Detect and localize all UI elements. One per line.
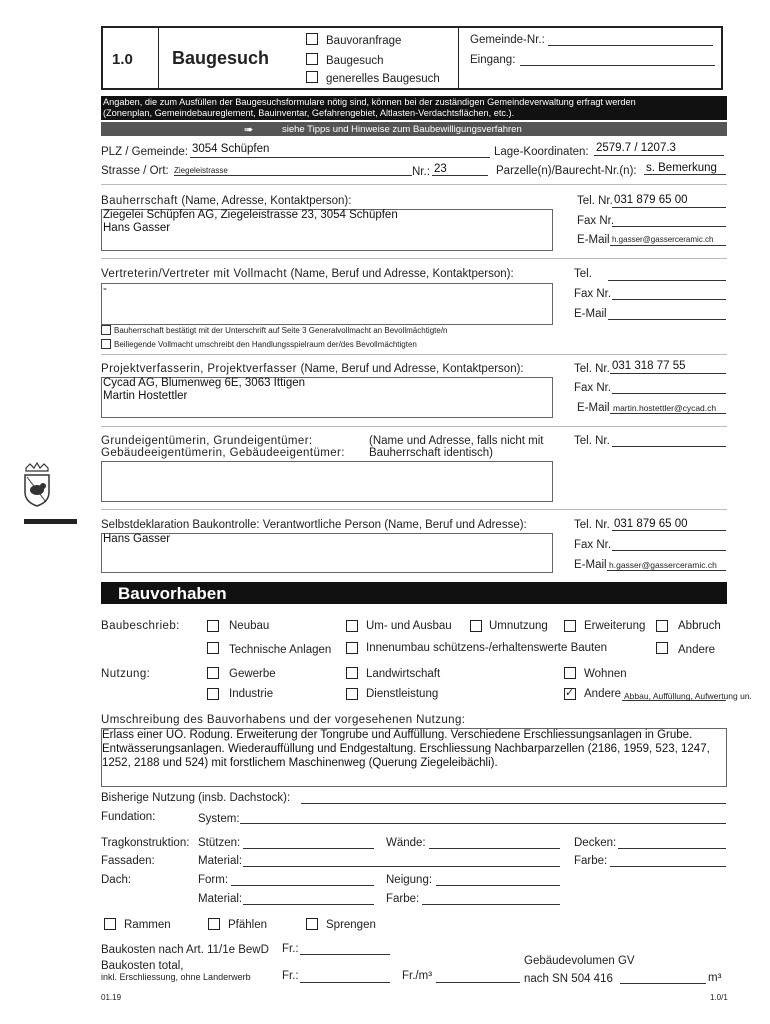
selbst-tel-value: 031 879 65 00 xyxy=(614,518,688,530)
selbst-email-field[interactable] xyxy=(607,570,726,571)
info-line-1: Angaben, die zum Ausfüllen der Baugesuchsformulare nötig sind, können bei der zuständigen Gemeindeverwaltung erfragt werden xyxy=(103,97,636,107)
fr-per-m3-field[interactable] xyxy=(436,982,520,983)
dienstleistung-checkbox[interactable] xyxy=(346,688,358,700)
system-label: System: xyxy=(198,813,240,825)
farbe-label: Farbe: xyxy=(574,855,608,867)
selbst-label: Selbstdeklaration Baukontrolle: Verantwortliche Person (Name, Beruf und Adresse): xyxy=(101,519,527,531)
nr-label: Nr.: xyxy=(412,166,430,178)
bisherige-nutzung-field[interactable] xyxy=(301,803,726,804)
grund-label-3: (Name und Adresse, falls nicht mit xyxy=(369,435,544,447)
dach-material-field[interactable] xyxy=(243,904,374,905)
koordinaten-label: Lage-Koordinaten: xyxy=(494,146,589,158)
footer-date: 01.19 xyxy=(101,993,122,1002)
baubeschrieb-label: Baubeschrieb: xyxy=(101,620,180,632)
info-bar xyxy=(101,96,727,120)
pfaehlen-label: Pfählen xyxy=(228,919,268,931)
divider xyxy=(101,354,727,355)
projekt-email-field[interactable] xyxy=(610,413,726,414)
innenumbau-label: Innenumbau schützens-/erhaltenswerte Bauten xyxy=(366,642,608,654)
andere-baubeschrieb-checkbox[interactable] xyxy=(656,642,668,654)
bauherr-tel-field[interactable] xyxy=(612,207,726,208)
projekt-tel-label: Tel. Nr. xyxy=(574,363,610,375)
checkmark-icon: ✓ xyxy=(565,687,575,699)
projekt-email-label: E-Mail xyxy=(577,402,610,414)
bauherr-email-label: E-Mail xyxy=(577,234,610,246)
grund-tel-field[interactable] xyxy=(612,446,726,447)
bisherige-nutzung-label: Bisherige Nutzung (insb. Dachstock): xyxy=(101,792,291,804)
bauherr-fax-field[interactable] xyxy=(612,226,726,227)
bauherr-email-value: h.gasser@gasserceramic.ch xyxy=(612,235,714,244)
decken-field[interactable] xyxy=(618,848,726,849)
erweiterung-label: Erweiterung xyxy=(584,620,646,632)
selbst-line-1: Hans Gasser xyxy=(103,533,171,545)
technische-anlagen-checkbox[interactable] xyxy=(207,642,219,654)
form-number: 1.0 xyxy=(112,51,133,68)
landwirtschaft-checkbox[interactable] xyxy=(346,667,358,679)
vertreter-email-field[interactable] xyxy=(608,319,726,320)
header-divider-2 xyxy=(458,27,459,89)
vertreter-tel-field[interactable] xyxy=(608,280,726,281)
eingang-field[interactable] xyxy=(520,65,715,66)
vertreter-email-label: E-Mail xyxy=(574,308,607,320)
nr-value: 23 xyxy=(434,163,447,175)
header-divider-1 xyxy=(158,27,159,89)
stuetzen-field[interactable] xyxy=(243,848,374,849)
selbst-email-label: E-Mail xyxy=(574,559,607,571)
gewerbe-checkbox[interactable] xyxy=(207,667,219,679)
gebaeudevolumen-sn-label: nach SN 504 416 xyxy=(524,973,613,985)
bauherr-label: Bauherrschaft (Name, Adresse, Kontaktperson): xyxy=(101,195,352,207)
abbruch-checkbox[interactable] xyxy=(656,620,668,632)
dach-farbe-field[interactable] xyxy=(422,904,560,905)
baukosten-bewd-label: Baukosten nach Art. 11/1e BewD xyxy=(101,944,269,956)
plz-field[interactable] xyxy=(190,157,490,158)
wohnen-checkbox[interactable] xyxy=(564,667,576,679)
eingang-label: Eingang: xyxy=(470,54,516,66)
projekt-fax-field[interactable] xyxy=(612,393,726,394)
baukosten-total-field[interactable] xyxy=(300,982,390,983)
rammen-label: Rammen xyxy=(124,919,171,931)
dienstleistung-label: Dienstleistung xyxy=(366,688,439,700)
umschreibung-line-3: 1252, 2188 und 524) mit forstlichem Maschinenweg (Querung Ziegeleibächli). xyxy=(102,757,498,769)
fassaden-material-label: Material: xyxy=(198,855,243,867)
strasse-field[interactable] xyxy=(174,175,412,176)
info-line-2: (Zonenplan, Gemeindebaureglement, Bauinventar, Gefahrengebiet, Altlasten-Verdachtsflächen, etc.). xyxy=(103,108,515,118)
sprengen-label: Sprengen xyxy=(326,919,376,931)
innenumbau-checkbox[interactable] xyxy=(346,642,358,654)
fassaden-material-field[interactable] xyxy=(243,866,560,867)
umschreibung-line-2: Entwässerungsanlagen. Wiederauffüllung und Endgestaltung. Erschliessung Nachbarparzellen (2186, 1959, 523, 1247, xyxy=(102,743,710,755)
umschreibung-line-1: Erlass einer ÜO. Rodung. Erweiterung der Tongrube und Auffüllung. Verschiedene Erschliessungsanlagen in Grube. xyxy=(102,729,693,741)
bauherr-tel-value: 031 879 65 00 xyxy=(614,194,688,206)
arrow-right-icon: ➠ xyxy=(244,124,254,136)
form-title: Baugesuch xyxy=(172,48,270,68)
grund-tel-label: Tel. Nr. xyxy=(574,435,610,447)
divider xyxy=(101,509,727,510)
parzelle-value: s. Bemerkung xyxy=(646,162,717,174)
andere-nutzung-value: Abbau, Auffüllung, Aufwertung un. xyxy=(624,691,752,701)
dach-label: Dach: xyxy=(101,874,132,886)
baukosten-bewd-field[interactable] xyxy=(300,954,390,955)
erweiterung-checkbox[interactable] xyxy=(564,620,576,632)
waende-field[interactable] xyxy=(429,848,560,849)
gewerbe-label: Gewerbe xyxy=(229,668,276,680)
fundation-label: Fundation: xyxy=(101,811,156,823)
tipps-link[interactable]: siehe Tipps und Hinweise zum Baubewilligungsverfahren xyxy=(282,124,522,135)
stuetzen-label: Stützen: xyxy=(198,837,241,849)
grund-textarea[interactable] xyxy=(101,461,553,502)
fassaden-label: Fassaden: xyxy=(101,855,155,867)
andere-nutzung-checkbox[interactable] xyxy=(564,688,576,700)
m3-label: m³ xyxy=(708,972,722,984)
um-ausbau-checkbox[interactable] xyxy=(346,620,358,632)
andere-baubeschrieb-label: Andere xyxy=(678,644,716,656)
plz-label: PLZ / Gemeinde: xyxy=(101,146,188,158)
industrie-checkbox[interactable] xyxy=(207,688,219,700)
bauherr-email-field[interactable] xyxy=(610,245,726,246)
parzelle-label: Parzelle(n)/Baurecht-Nr.(n): xyxy=(496,165,637,177)
strasse-value: Ziegeleistrasse xyxy=(174,166,228,175)
bauherr-fax-label: Fax Nr. xyxy=(577,215,615,227)
vertreter-line-1: - xyxy=(103,283,107,295)
projekt-line-2: Martin Hostettler xyxy=(103,390,188,402)
generelles-baugesuch-checkbox[interactable] xyxy=(306,71,318,83)
baukosten-total-label: Baukosten total, xyxy=(101,960,184,972)
baugesuch-label: Baugesuch xyxy=(326,55,384,67)
bauherr-line-1: Ziegelei Schüpfen AG, Ziegeleistrasse 23, 3054 Schüpfen xyxy=(103,209,398,221)
bauvoranfrage-label: Bauvoranfrage xyxy=(326,35,402,47)
selbst-tel-field[interactable] xyxy=(612,530,726,531)
grund-label-2: Gebäudeeigentümerin, Gebäudeeigentümer: xyxy=(101,447,345,459)
farbe-field[interactable] xyxy=(610,866,726,867)
decken-label: Decken: xyxy=(574,837,617,849)
vertreter-fax-label: Fax Nr. xyxy=(574,288,612,300)
baukosten-total-sub: inkl. Erschliessung, ohne Landerwerb xyxy=(101,972,251,982)
strasse-label: Strasse / Ort: xyxy=(101,165,169,177)
bauherr-tel-label: Tel. Nr. xyxy=(577,195,613,207)
bauvorhaben-title: Bauvorhaben xyxy=(118,584,227,603)
divider xyxy=(101,184,727,185)
generalvollmacht-label: Bauherrschaft bestätigt mit der Unterschrift auf Seite 3 Generalvollmacht an Bevollmächtigte/n xyxy=(114,326,448,335)
projekt-tel-value: 031 318 77 55 xyxy=(612,360,686,372)
generelles-baugesuch-label: generelles Baugesuch xyxy=(326,73,440,85)
bern-coat-of-arms-logo xyxy=(22,462,52,513)
baukosten-total-fr-label: Fr.: xyxy=(282,970,299,982)
projekt-line-1: Cycad AG, Blumenweg 6E, 3063 Ittigen xyxy=(103,377,306,389)
generalvollmacht-checkbox[interactable] xyxy=(101,325,111,335)
vertreter-fax-field[interactable] xyxy=(612,299,726,300)
umnutzung-checkbox[interactable] xyxy=(470,620,482,632)
koordinaten-field[interactable] xyxy=(594,155,724,156)
selbst-fax-field[interactable] xyxy=(612,550,726,551)
nr-field[interactable] xyxy=(432,175,488,176)
projekt-tel-field[interactable] xyxy=(610,373,726,374)
umnutzung-label: Umnutzung xyxy=(489,620,548,632)
gemeinde-nr-field[interactable] xyxy=(548,45,713,46)
dach-material-label: Material: xyxy=(198,893,243,905)
baukosten-fr-label: Fr.: xyxy=(282,943,299,955)
wohnen-label: Wohnen xyxy=(584,668,627,680)
projekt-email-value: martin.hostettler@cycad.ch xyxy=(613,403,717,413)
projekt-fax-label: Fax Nr. xyxy=(574,382,612,394)
waende-label: Wände: xyxy=(386,837,426,849)
dach-form-field[interactable] xyxy=(231,885,374,886)
grund-label-1: Grundeigentümerin, Grundeigentümer: xyxy=(101,435,313,447)
footer-page: 1.0/1 xyxy=(710,993,728,1002)
tragkonstruktion-label: Tragkonstruktion: xyxy=(101,837,190,849)
projekt-label: Projektverfasserin, Projektverfasser (Name, Beruf und Adresse, Kontaktperson): xyxy=(101,363,524,375)
neigung-label: Neigung: xyxy=(386,874,433,886)
um-ausbau-label: Um- und Ausbau xyxy=(366,620,452,632)
gemeinde-nr-label: Gemeinde-Nr.: xyxy=(470,34,545,46)
andere-nutzung-label: Andere xyxy=(584,688,622,700)
selbst-email-value: h.gasser@gasserceramic.ch xyxy=(609,560,717,570)
rammen-checkbox[interactable] xyxy=(104,918,116,930)
gebaeudevolumen-field[interactable] xyxy=(620,983,706,984)
abbruch-label: Abbruch xyxy=(678,620,721,632)
industrie-label: Industrie xyxy=(229,688,274,700)
plz-value: 3054 Schüpfen xyxy=(192,143,270,155)
fr-per-m3-label: Fr./m³ xyxy=(402,970,433,982)
vertreter-tel-label: Tel. xyxy=(574,268,592,280)
landwirtschaft-label: Landwirtschaft xyxy=(366,668,441,680)
neigung-field[interactable] xyxy=(436,885,560,886)
dach-farbe-label: Farbe: xyxy=(386,893,420,905)
divider xyxy=(101,426,727,427)
selbst-tel-label: Tel. Nr. xyxy=(574,519,610,531)
grund-label-4: Bauherrschaft identisch) xyxy=(369,447,494,459)
margin-bar xyxy=(24,519,77,524)
baugesuch-checkbox[interactable] xyxy=(306,53,318,65)
parzelle-field[interactable] xyxy=(644,174,726,175)
vertreter-label: Vertreterin/Vertreter mit Vollmacht (Name, Beruf und Adresse, Kontaktperson): xyxy=(101,268,514,280)
dach-form-label: Form: xyxy=(198,874,229,886)
vollmacht-label: Beiliegende Vollmacht umschreibt den Handlungsspielraum der/des Bevollmächtigten xyxy=(114,340,417,349)
nutzung-label: Nutzung: xyxy=(101,668,151,680)
system-field[interactable] xyxy=(240,823,726,824)
neubau-checkbox[interactable] xyxy=(207,620,219,632)
gebaeudevolumen-label: Gebäudevolumen GV xyxy=(524,955,635,967)
neubau-label: Neubau xyxy=(229,620,270,632)
pfaehlen-checkbox[interactable] xyxy=(208,918,220,930)
bauherr-line-2: Hans Gasser xyxy=(103,222,171,234)
divider xyxy=(101,258,727,259)
vertreter-textarea[interactable] xyxy=(101,283,553,325)
sprengen-checkbox[interactable] xyxy=(306,918,318,930)
vollmacht-checkbox[interactable] xyxy=(101,339,111,349)
selbst-fax-label: Fax Nr. xyxy=(574,539,612,551)
umschreibung-label: Umschreibung des Bauvorhabens und der vorgesehenen Nutzung: xyxy=(101,714,466,726)
bauvoranfrage-checkbox[interactable] xyxy=(306,33,318,45)
technische-anlagen-label: Technische Anlagen xyxy=(229,644,332,656)
koordinaten-value: 2579.7 / 1207.3 xyxy=(596,142,676,154)
